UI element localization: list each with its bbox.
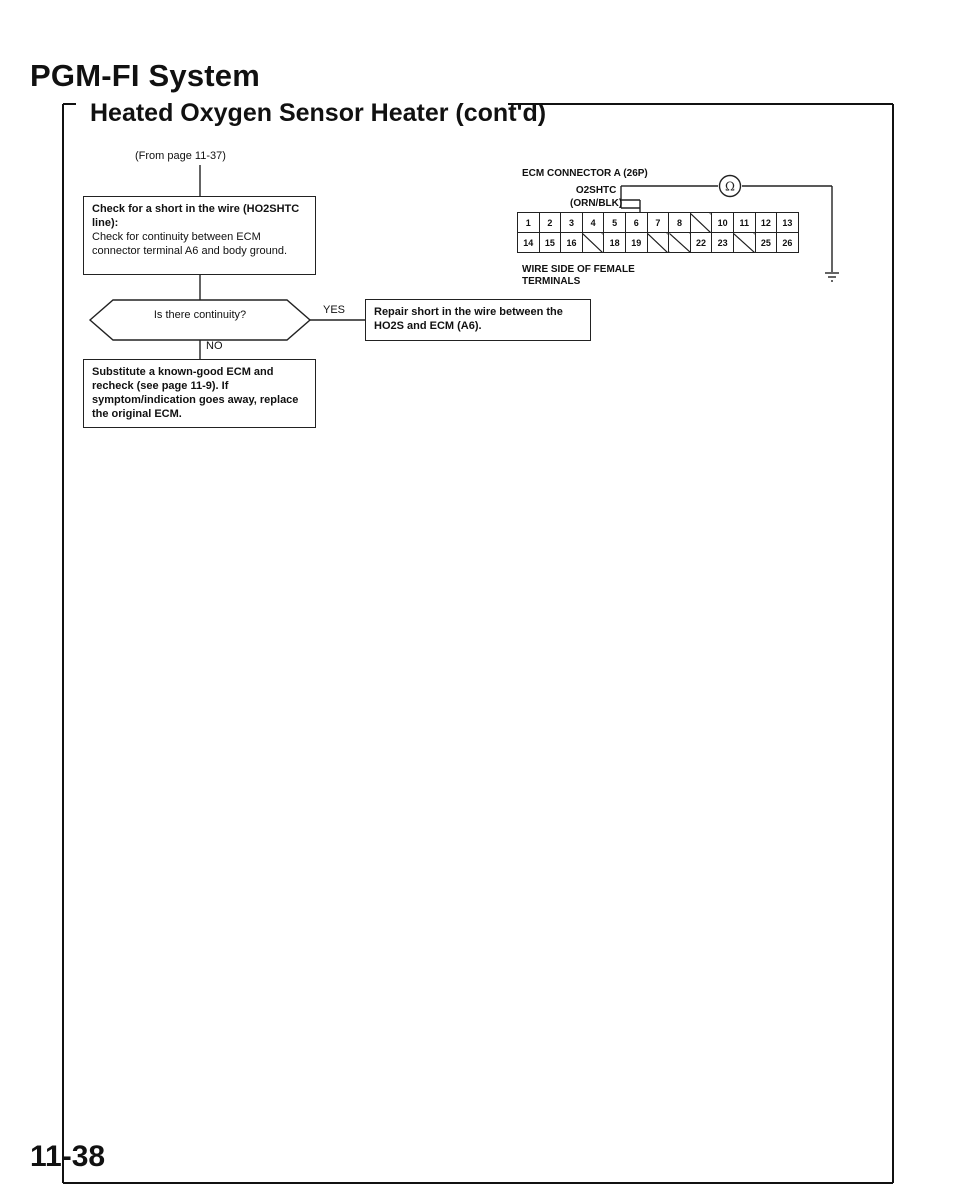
pin-name: O2SHTC (575, 185, 617, 196)
pin-cell: 6 (625, 213, 647, 233)
pin-cell: 1 (518, 213, 540, 233)
pin-cell: 16 (561, 233, 583, 253)
pin-cell: 23 (712, 233, 734, 253)
pin-cell: 12 (755, 213, 777, 233)
pin-cell-empty (690, 213, 712, 233)
pin-cell-empty (582, 233, 604, 253)
yes-label: YES (323, 304, 346, 316)
pin-cell: 3 (561, 213, 583, 233)
svg-text:Ω: Ω (725, 179, 735, 194)
no-label: NO (206, 340, 223, 352)
pin-cell-empty (733, 233, 755, 253)
pin-label (570, 184, 622, 210)
connector-footer-line1: WIRE SIDE OF FEMALE (522, 264, 635, 275)
pin-cell: 13 (777, 213, 799, 233)
pin-cell: 22 (690, 233, 712, 253)
pin-cell-empty (647, 233, 669, 253)
ground-icon (822, 270, 842, 288)
connector-pin-grid (517, 212, 799, 253)
pin-wire-color: (ORN/BLK) (570, 198, 623, 209)
pin-cell: 5 (604, 213, 626, 233)
section-subtitle: Heated Oxygen Sensor Heater (cont'd) (90, 99, 547, 127)
pin-cell: 10 (712, 213, 734, 233)
pin-cell: 18 (604, 233, 626, 253)
repair-short-text: Repair short in the wire between the HO2S and ECM (A6). (374, 306, 563, 332)
pin-cell: 25 (755, 233, 777, 253)
check-short-heading: Check for a short in the wire (HO2SHTC line): (92, 203, 300, 229)
page-title: PGM-FI System (30, 58, 260, 93)
pin-cell: 14 (518, 233, 540, 253)
from-page-note: (From page 11-37) (135, 150, 226, 162)
ohmmeter-icon (718, 174, 742, 198)
connector-title: ECM CONNECTOR A (26P) (522, 168, 648, 179)
pin-row-1 (518, 213, 799, 233)
decision-label: Is there continuity? (153, 309, 247, 321)
check-short-box (83, 196, 316, 275)
substitute-ecm-text: Substitute a known-good ECM and recheck (see page 11-9). If symptom/indication goes away, replace the original ECM. (92, 366, 299, 420)
pin-cell: 15 (539, 233, 561, 253)
pin-cell: 7 (647, 213, 669, 233)
pin-cell: 8 (669, 213, 691, 233)
substitute-ecm-box (83, 359, 316, 428)
check-short-body: Check for continuity between ECM connector terminal A6 and body ground. (92, 231, 288, 257)
pin-cell: 4 (582, 213, 604, 233)
pin-row-2 (518, 233, 799, 253)
repair-short-box (365, 299, 591, 341)
connector-footer-line2: TERMINALS (522, 276, 581, 287)
pin-cell: 2 (539, 213, 561, 233)
page-number: 11-38 (30, 1140, 106, 1173)
pin-cell: 19 (625, 233, 647, 253)
pin-cell: 11 (733, 213, 755, 233)
pin-cell: 26 (777, 233, 799, 253)
connector-footer (522, 264, 635, 288)
pin-cell-empty (669, 233, 691, 253)
